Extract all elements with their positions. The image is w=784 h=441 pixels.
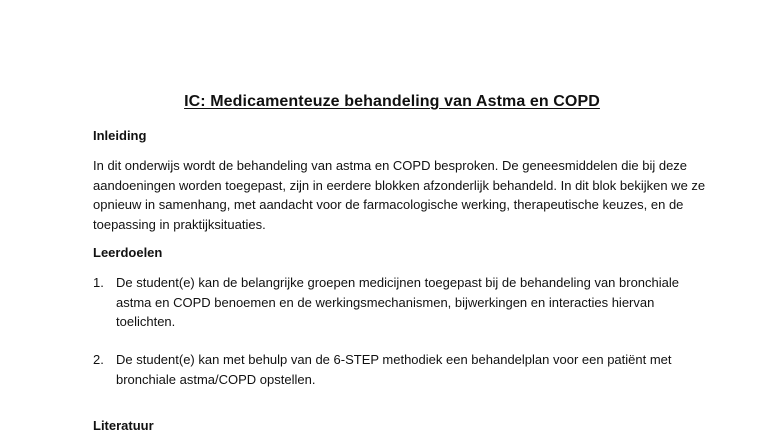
- goal-item-2: [93, 350, 713, 389]
- goal-number: 1.: [93, 275, 104, 290]
- goal-text: De student(e) kan de belangrijke groepen medicijnen toegepast bij de behandeling van bronchiale astma en COPD benoemen en de werkingsmechanismen, bijwerkingen en interacties hiervan toelichten.: [116, 275, 679, 329]
- document-title: IC: Medicamenteuze behandeling van Astma en COPD: [184, 93, 600, 110]
- intro-heading: Inleiding: [93, 128, 147, 143]
- literature-heading: Literatuur: [93, 418, 154, 433]
- goal-number: 2.: [93, 352, 104, 367]
- goal-text: De student(e) kan met behulp van de 6-STEP methodiek een behandelplan voor een patiënt met bronchiale astma/COPD opstellen.: [116, 352, 672, 387]
- intro-paragraph: In dit onderwijs wordt de behandeling van astma en COPD besproken. De geneesmiddelen die bij deze aandoeningen worden toegepast, zijn in eerdere blokken afzonderlijk behandeld. In dit blok bekijken we ze opnieuw in samenhang, met aandacht voor de farmacologische werking, therapeutische keuzes, en de toepassing in praktijksituaties.: [93, 158, 706, 232]
- goals-heading: Leerdoelen: [93, 245, 163, 260]
- goal-item-1: [93, 273, 713, 332]
